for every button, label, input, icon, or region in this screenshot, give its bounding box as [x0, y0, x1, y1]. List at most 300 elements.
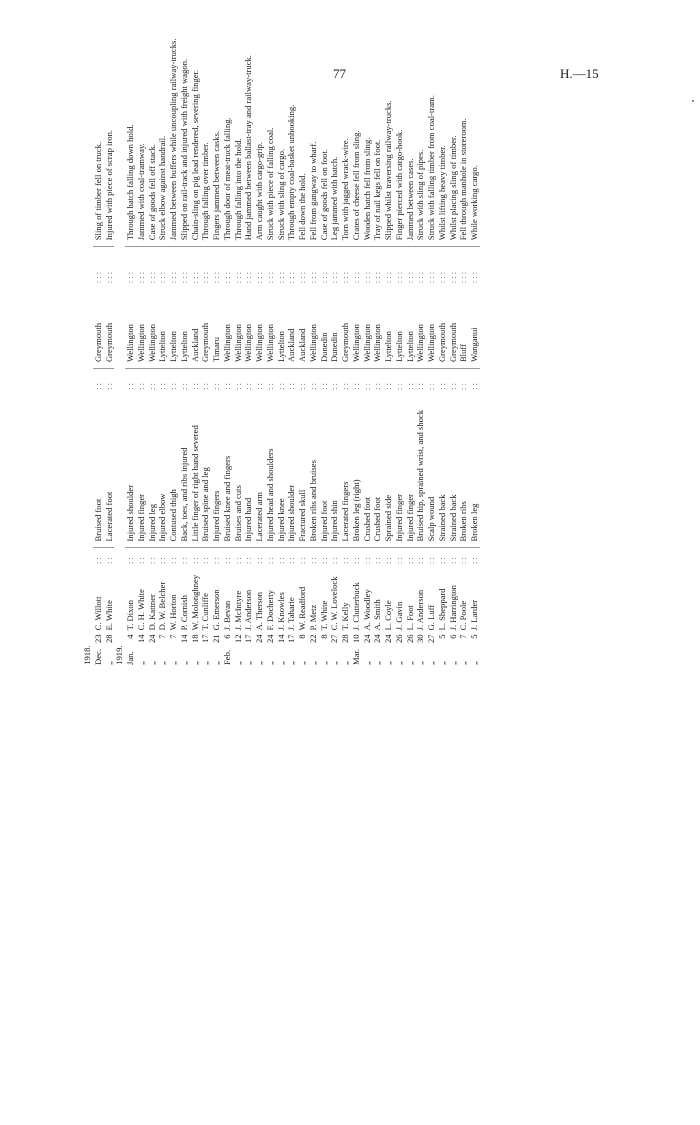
leader-dots: : :	[393, 382, 404, 390]
day-cell: 17	[200, 634, 211, 643]
cause-cell: Sling of timber fell on truck.	[93, 0, 104, 247]
month-cell: „	[458, 661, 469, 665]
name-cell: P. Cornish	[178, 595, 189, 631]
port-cell: Dunedin	[329, 308, 340, 369]
leader-dots: : :	[243, 557, 254, 565]
leader-dots: : :	[103, 382, 114, 390]
register-row	[233, 0, 244, 665]
year-label: 1918.	[82, 645, 92, 665]
leader-dots: : : :	[361, 271, 372, 284]
injury-cell: Injured knee	[276, 390, 287, 548]
leader-dots: : :	[211, 557, 221, 565]
day-cell: 24	[254, 634, 264, 643]
month-cell: „	[393, 661, 404, 665]
register-row	[415, 0, 426, 665]
day-cell: 26	[404, 634, 415, 643]
injury-cell: Lacerated foot	[104, 390, 115, 548]
leader-dots: : :	[178, 557, 189, 565]
month-cell: „	[329, 661, 340, 665]
leader-dots: : :	[329, 382, 340, 390]
leader-dots: : : :	[178, 271, 189, 284]
register-body	[82, 0, 480, 665]
port-cell: Greymouth	[93, 308, 104, 369]
leader-dots: : :	[393, 557, 404, 565]
month-cell: „	[404, 661, 415, 665]
register-row	[243, 0, 254, 665]
leader-dots: : :	[469, 382, 479, 390]
cause-cell: Tray of nail kegs fell on foot.	[372, 0, 383, 247]
day-cell: 5	[436, 634, 447, 639]
register-row	[458, 0, 469, 665]
injury-cell: Injured shoulder	[125, 390, 136, 548]
leader-dots: : : :	[340, 271, 350, 284]
cause-cell: Hand jammed between ballast-tray and railway-truck.	[243, 0, 254, 247]
name-cell: P. Metz	[307, 604, 318, 631]
injury-cell: Crushed foot	[372, 390, 383, 548]
cause-cell: Jammed between buffers while uncoupling railway-trucks.	[168, 0, 179, 247]
register-row	[286, 0, 297, 665]
leader-dots: : :	[361, 382, 372, 390]
day-cell: 27	[426, 634, 436, 643]
port-cell: Greymouth	[200, 308, 211, 369]
day-cell: 12	[232, 634, 243, 643]
port-cell: Lyttelton	[157, 308, 168, 369]
leader-dots: : :	[157, 557, 168, 565]
leader-dots: : :	[146, 557, 157, 565]
port-cell: Lyttelton	[383, 308, 394, 369]
port-cell: Dunedin	[319, 308, 330, 369]
leader-dots: : :	[469, 557, 479, 565]
cause-cell: Whilst placing sling of timber.	[448, 0, 459, 247]
port-cell: Lyttelton	[276, 308, 287, 369]
cause-cell: Torn with jagged wrack-wire.	[340, 0, 351, 247]
cause-cell: Case of goods fell on foot.	[319, 0, 330, 247]
register-row	[168, 0, 179, 665]
name-cell: J. McIntyre	[232, 590, 243, 631]
leader-dots: : :	[92, 382, 103, 390]
day-cell: 18	[189, 634, 200, 643]
month-cell: „	[157, 661, 168, 665]
month-cell: „	[307, 661, 318, 665]
injury-cell: Back, toes, and ribs injured	[179, 390, 190, 548]
name-cell: C. Poole	[458, 600, 469, 631]
register-row	[222, 0, 233, 665]
accident-register-table	[82, 0, 480, 665]
leader-dots: : :	[297, 382, 307, 390]
name-cell: L. Coyle	[383, 600, 393, 631]
day-cell: 10	[350, 634, 361, 643]
leader-dots: : :	[426, 382, 436, 390]
leader-dots: : :	[307, 382, 318, 390]
leader-dots: : :	[178, 382, 189, 390]
name-cell: J. Bevan	[221, 600, 232, 631]
leader-dots: : :	[372, 557, 383, 565]
name-cell: J. Knowles	[275, 592, 286, 631]
leader-dots: : :	[372, 382, 383, 390]
register-row	[254, 0, 265, 665]
name-cell: E. White	[103, 600, 114, 631]
month-cell: „	[232, 661, 243, 665]
port-cell: Wellington	[362, 308, 373, 369]
cause-cell: Struck with sling of cargo.	[276, 0, 287, 247]
injury-cell: Contused thigh	[168, 390, 179, 548]
register-row	[125, 0, 136, 665]
leader-dots: : : :	[232, 271, 243, 284]
injury-cell: Strained back	[448, 390, 459, 548]
year-label: 1919.	[114, 645, 125, 665]
leader-dots: : : :	[436, 271, 447, 284]
day-cell: 26	[393, 634, 404, 643]
cause-cell: Through falling over timber.	[200, 0, 211, 247]
register-row	[190, 0, 201, 665]
leader-dots: : :	[447, 382, 458, 390]
day-cell: 27	[329, 634, 340, 643]
name-cell: J. Clutterbuck	[350, 582, 361, 631]
leader-dots: : :	[415, 557, 426, 565]
injury-cell: Strained back	[437, 390, 448, 548]
name-cell: C. Willott	[92, 596, 103, 631]
leader-dots: : :	[318, 557, 329, 565]
injury-cell: Bruises and cuts	[233, 390, 244, 548]
leader-dots: : :	[436, 557, 447, 565]
leader-dots: : : :	[297, 271, 307, 284]
leader-dots: : : :	[211, 271, 221, 284]
month-cell: „	[135, 661, 146, 665]
injury-cell: Lacerated fingers	[340, 390, 351, 548]
register-row	[308, 0, 319, 665]
port-cell: Timaru	[211, 308, 222, 369]
day-cell: 28	[340, 634, 350, 643]
port-cell: Wanganui	[469, 308, 480, 369]
name-cell: W. Readford	[297, 586, 307, 631]
cause-cell: Jammed between cases.	[405, 0, 416, 247]
leader-dots: : :	[135, 557, 146, 565]
injury-cell: Injured leg	[147, 390, 158, 548]
cause-cell: Slipped on rail-track and injured with freight wagon.	[179, 0, 190, 247]
port-cell: Wellington	[125, 308, 136, 369]
day-cell: 7	[157, 634, 168, 639]
port-cell: Wellington	[233, 308, 244, 369]
leader-dots: : :	[447, 557, 458, 565]
cause-cell: Whilst lifting heavy timber.	[437, 0, 448, 247]
day-cell: 8	[318, 634, 329, 639]
month-cell: Feb.	[221, 649, 232, 665]
register-row	[104, 0, 115, 665]
leader-dots: : :	[286, 557, 297, 565]
injury-cell: Fractured skull	[297, 390, 308, 548]
cause-cell: Chain-sling on pig lead rendered, severing finger.	[190, 0, 201, 247]
leader-dots: : : :	[383, 271, 393, 284]
injury-cell: Bruised hip, sprained wrist, and shock	[415, 390, 426, 548]
leader-dots: : : :	[243, 271, 254, 284]
register-row	[93, 0, 104, 665]
leader-dots: : :	[383, 557, 393, 565]
port-cell: Wellington	[415, 308, 426, 369]
port-cell: Wellington	[254, 308, 265, 369]
month-cell: Mar.	[350, 649, 361, 665]
name-cell: J. Gavin	[393, 601, 404, 631]
injury-cell: Injured shin	[329, 390, 340, 548]
day-cell: 7	[458, 634, 469, 639]
leader-dots: : :	[168, 382, 178, 390]
day-cell: 8	[297, 634, 307, 639]
leader-dots: : :	[243, 382, 254, 390]
leader-dots: : : :	[329, 271, 340, 284]
injury-cell: Broken ribs	[458, 390, 469, 548]
name-cell: T. Dixon	[125, 600, 135, 631]
leader-dots: : :	[211, 382, 221, 390]
port-cell: Greymouth	[448, 308, 459, 369]
port-cell: Greymouth	[104, 308, 115, 369]
leader-dots: : :	[275, 557, 286, 565]
leader-dots: : :	[221, 557, 232, 565]
cause-cell: Jammed with coal-tramway.	[136, 0, 147, 247]
port-cell: Wellington	[351, 308, 362, 369]
leader-dots: : : :	[135, 271, 146, 284]
injury-cell: Bruised foot	[93, 390, 104, 548]
leader-dots: : :	[254, 382, 264, 390]
day-cell: 5	[469, 634, 479, 639]
cause-cell: Fell through manhole in storeroom.	[458, 0, 469, 247]
leader-dots: : :	[415, 382, 426, 390]
leader-dots: : : :	[372, 271, 383, 284]
name-cell: A. Therson	[254, 591, 264, 631]
leader-dots: : : :	[318, 271, 329, 284]
month-cell: „	[254, 661, 264, 665]
leader-dots: : : :	[146, 271, 157, 284]
leader-dots: : : :	[350, 271, 361, 284]
leader-dots: : : :	[426, 271, 436, 284]
month-cell: „	[146, 661, 157, 665]
month-cell: „	[189, 661, 200, 665]
name-cell: J. Taharie	[286, 597, 297, 631]
register-row	[276, 0, 287, 665]
leader-dots: : :	[232, 382, 243, 390]
leader-dots: : : :	[458, 271, 469, 284]
leader-dots: : :	[307, 557, 318, 565]
day-cell: 23	[92, 634, 103, 643]
leader-dots: : :	[125, 382, 135, 390]
leader-dots: : :	[458, 557, 469, 565]
leader-dots: : :	[340, 382, 350, 390]
month-cell: „	[361, 661, 372, 665]
port-cell: Lyttelton	[405, 308, 416, 369]
leader-dots: : :	[264, 382, 275, 390]
name-cell: L. Foot	[404, 605, 415, 631]
port-cell: Wellington	[243, 308, 254, 369]
injury-cell: Broken ribs and bruises	[308, 390, 319, 548]
leader-dots: : : :	[264, 271, 275, 284]
register-row	[437, 0, 448, 665]
port-cell: Wellington	[222, 308, 233, 369]
injury-cell: Injured head and shoulders	[265, 390, 276, 548]
leader-dots: : :	[92, 557, 103, 565]
month-cell: „	[426, 661, 436, 665]
cause-cell: Injured with piece of scrap iron.	[104, 0, 115, 247]
port-cell: Greymouth	[437, 308, 448, 369]
port-cell: Wellington	[308, 308, 319, 369]
day-cell: 14	[178, 634, 189, 643]
cause-cell: Through empty coal-basket unhooking.	[286, 0, 297, 247]
cause-cell: Struck with sling of pipes.	[415, 0, 426, 247]
day-cell: 6	[221, 634, 232, 639]
leader-dots: : : :	[92, 271, 103, 284]
port-cell: Greymouth	[340, 308, 351, 369]
leader-dots: : :	[318, 382, 329, 390]
port-cell: Bluff	[458, 308, 469, 369]
leader-dots: : : :	[447, 271, 458, 284]
leader-dots: : :	[125, 557, 135, 565]
day-cell: 24	[264, 634, 275, 643]
cause-cell: Struck with piece of falling coal.	[265, 0, 276, 247]
month-cell: „	[200, 661, 211, 665]
cause-cell: Through door of meat-truck falling.	[222, 0, 233, 247]
month-cell: Dec.	[92, 649, 103, 665]
leader-dots: : : :	[469, 271, 479, 284]
month-cell: „	[383, 661, 393, 665]
cause-cell: Struck with falling timber from coal-tram.	[426, 0, 437, 247]
leader-dots: : :	[168, 557, 178, 565]
cause-cell: Fell from gangway to wharf.	[308, 0, 319, 247]
day-cell: 30	[415, 634, 426, 643]
port-cell: Lyttelton	[179, 308, 190, 369]
leader-dots: : :	[135, 382, 146, 390]
month-cell: „	[275, 661, 286, 665]
month-cell: „	[168, 661, 178, 665]
leader-dots: : :	[361, 557, 372, 565]
cause-cell: Finger pierced with cargo-hook.	[394, 0, 405, 247]
leader-dots: : : :	[157, 271, 168, 284]
month-cell: „	[340, 661, 350, 665]
leader-dots: : :	[200, 557, 211, 565]
leader-dots: : :	[340, 557, 350, 565]
port-cell: Wellington	[265, 308, 276, 369]
day-cell: 24	[372, 634, 383, 643]
name-cell: A. Woodley	[361, 589, 372, 631]
month-cell: „	[447, 661, 458, 665]
register-row	[362, 0, 373, 665]
leader-dots: : :	[297, 557, 307, 565]
register-row	[211, 0, 222, 665]
injury-cell: Little finger of right hand severed	[190, 390, 201, 548]
leader-dots: : : :	[275, 271, 286, 284]
day-cell: 17	[286, 634, 297, 643]
leader-dots: : :	[286, 382, 297, 390]
page-number: 77	[333, 66, 346, 81]
register-row	[319, 0, 330, 665]
register-row	[200, 0, 211, 665]
register-row	[136, 0, 147, 665]
leader-dots: : :	[189, 557, 200, 565]
cause-cell: Struck elbow against handrail.	[157, 0, 168, 247]
name-cell: J. Anderson	[415, 589, 426, 631]
month-cell: „	[372, 661, 383, 665]
leader-dots: : : :	[125, 271, 135, 284]
port-cell: Wellington	[136, 308, 147, 369]
day-cell: 28	[103, 634, 114, 643]
injury-cell: Crushed foot	[362, 390, 373, 548]
day-cell: 24	[146, 634, 157, 643]
register-row	[394, 0, 405, 665]
name-cell: L. Sheppard	[436, 588, 447, 631]
day-cell: 7	[168, 634, 178, 639]
leader-dots: : :	[436, 382, 447, 390]
name-cell: D. W. Belcher	[157, 581, 168, 631]
injury-cell: Injured elbow	[157, 390, 168, 548]
name-cell: F. Docherty	[264, 590, 275, 631]
register-row	[340, 0, 351, 665]
cause-cell: Fell down the hold.	[297, 0, 308, 247]
leader-dots: : : :	[404, 271, 415, 284]
leader-dots: : :	[103, 557, 114, 565]
injury-cell: Injured finger	[136, 390, 147, 548]
day-cell: 22	[307, 634, 318, 643]
leader-dots: : : :	[286, 271, 297, 284]
port-cell: Lyttelton	[168, 308, 179, 369]
page-reference: H.—15	[560, 66, 599, 81]
injury-cell: Injured hand	[243, 390, 254, 548]
year-row	[114, 0, 125, 665]
name-cell: J. Larder	[469, 599, 479, 631]
leader-dots: : : :	[393, 271, 404, 284]
month-cell: „	[243, 661, 254, 665]
day-cell: 14	[135, 634, 146, 643]
leader-dots: : :	[264, 557, 275, 565]
year-row	[82, 0, 93, 665]
name-cell: C. H. White	[135, 589, 146, 631]
name-cell: C. W. Lovelock	[329, 576, 340, 631]
port-cell: Auckland	[297, 308, 308, 369]
cause-cell: Through falling into the hold.	[233, 0, 244, 247]
day-cell: 4	[125, 634, 135, 639]
port-cell: Auckland	[286, 308, 297, 369]
injury-cell: Scalp wound	[426, 390, 437, 548]
month-cell: Jan.	[125, 651, 135, 665]
injury-cell: Injured finger	[394, 390, 405, 548]
port-cell: Wellington	[372, 308, 383, 369]
leader-dots: : :	[404, 557, 415, 565]
name-cell: D. Kattner	[146, 594, 157, 631]
cause-cell: Slipped whilst traversing railway-trucks.	[383, 0, 394, 247]
name-cell: W. Horton	[168, 594, 178, 631]
injury-cell: Bruised knee and fingers	[222, 390, 233, 548]
month-cell: „	[211, 661, 221, 665]
cause-cell: Wooden hatch fell from sling.	[362, 0, 373, 247]
leader-dots: : :	[350, 557, 361, 565]
leader-dots: : :	[254, 557, 264, 565]
name-cell: W. Molonghney	[189, 574, 200, 631]
name-cell: J. Anderson	[243, 589, 254, 631]
cause-cell: While working cargo.	[469, 0, 480, 247]
injury-cell: Bruised spine and leg	[200, 390, 211, 548]
cause-cell: Leg jammed with hatch.	[329, 0, 340, 247]
register-row	[405, 0, 416, 665]
register-row	[469, 0, 480, 665]
leader-dots: : :	[404, 382, 415, 390]
register-row	[157, 0, 168, 665]
leader-dots: : :	[189, 382, 200, 390]
name-cell: G. Luff	[426, 604, 436, 631]
cause-cell: Crates of cheese fell from sling.	[351, 0, 362, 247]
name-cell: A. Smith	[372, 599, 383, 631]
leader-dots: : : :	[307, 271, 318, 284]
cause-cell: Through hatch falling down hold.	[125, 0, 136, 247]
month-cell: „	[469, 661, 479, 665]
leader-dots: : :	[383, 382, 393, 390]
leader-dots: : :	[221, 382, 232, 390]
register-row	[179, 0, 190, 665]
injury-cell: Lacerated arm	[254, 390, 265, 548]
